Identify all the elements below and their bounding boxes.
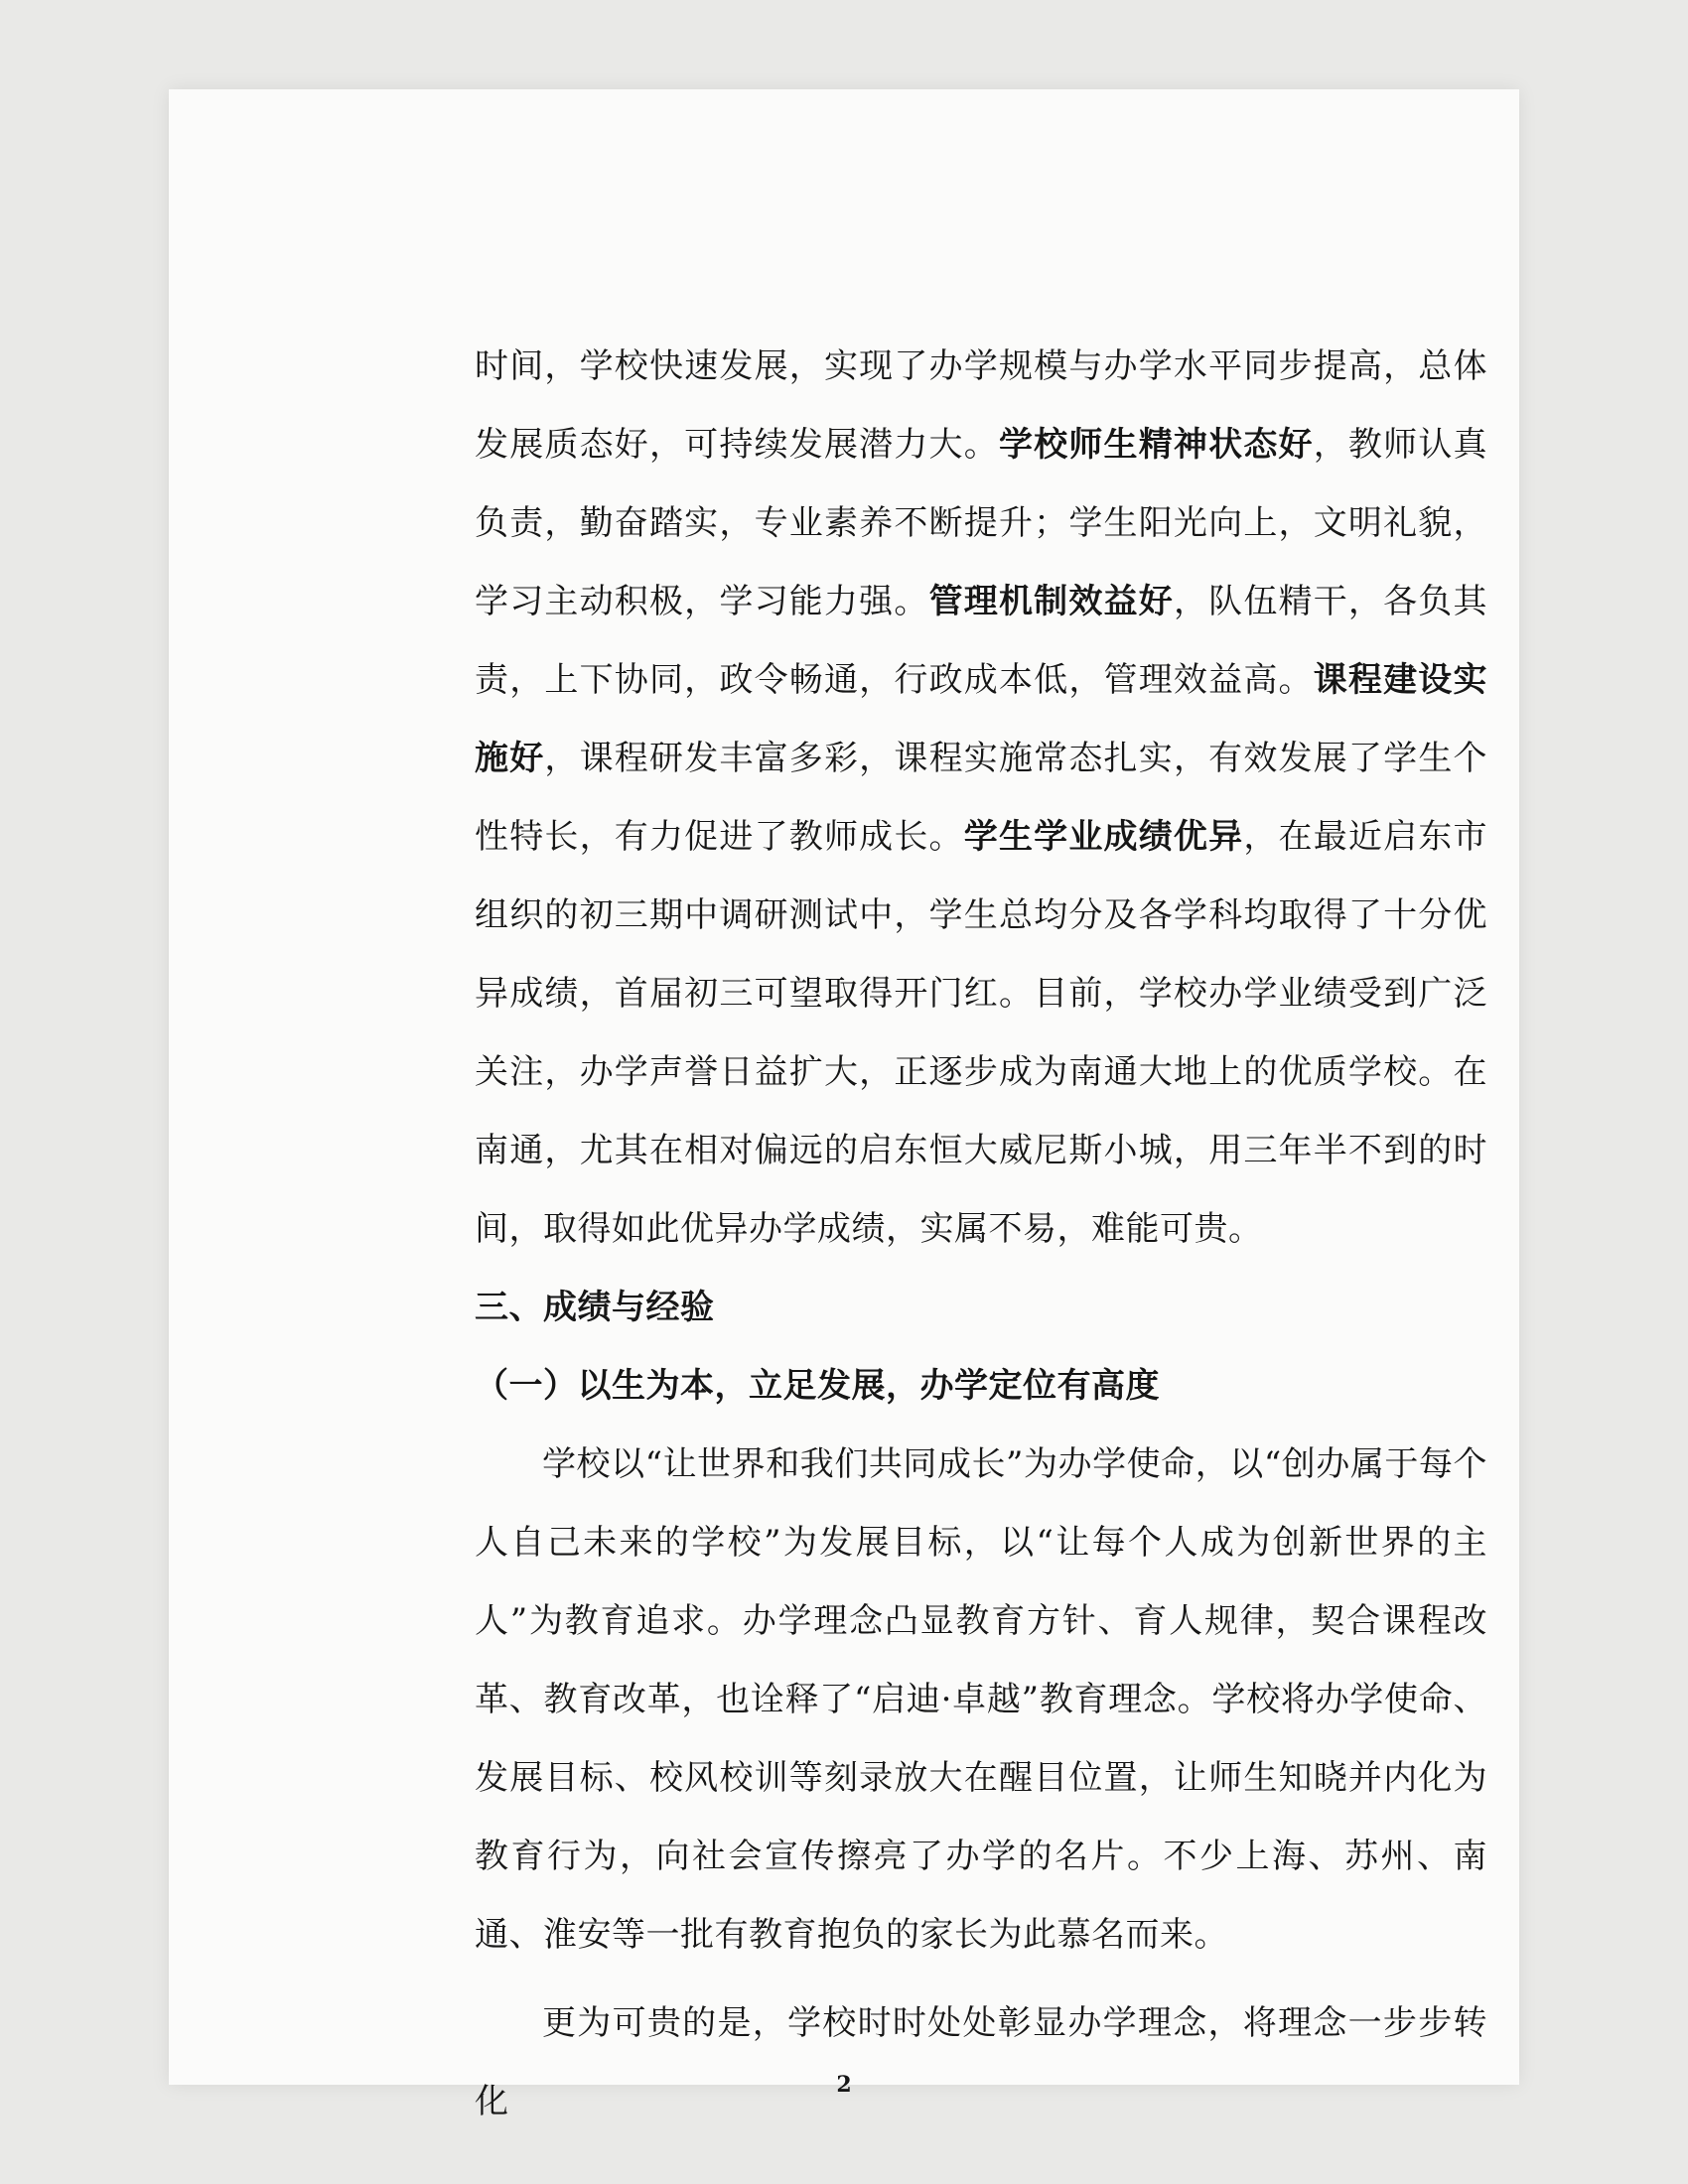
paragraph-text: ，教师认真负责，勤奋踏实，专业素养不断提升；学生阳光向上，文明礼貌，学习主动积极，学习能力强。 [475,425,1488,621]
paragraph-text: ，队伍精干，各负其责，上下协同，政令畅通，行政成本低，管理效益高。 [475,582,1488,700]
document-body [475,328,1487,2141]
paragraph-achievements [475,328,1487,1269]
section-heading: 三、成绩与经验 [475,1288,715,1327]
document-page [169,89,1519,2121]
bold-phrase: 学校师生精神状态好 [998,425,1314,465]
paragraph-text: ，课程研发丰富多彩，课程实施常态扎实，有效发展了学生个性特长，有力促进了教师成长。 [475,739,1488,857]
paragraph-continuation: 更为可贵的是，学校时时处处彰显办学理念，将理念一步步转化 [475,2003,1487,2121]
subsection-heading: （一）以生为本，立足发展，办学定位有高度 [475,1366,1160,1406]
page-number: 2 [836,2072,852,2098]
paragraph-text: ，在最近启东市组织的初三期中调研测试中，学生总均分及各学科均取得了十分优异成绩，首届初三可望取得开门红。目前，学校办学业绩受到广泛关注，办学声誉日益扩大，正逐步成为南通大地上的优质学校。在南通，尤其在相对偏远的启东恒大威尼斯小城，用三年半不到的时间，取得如此优异办学成绩，实属不易，难能可贵。 [475,817,1488,1249]
bold-phrase: 课程建设实施好 [475,660,1488,778]
bold-phrase: 学生学业成绩优异 [963,817,1244,857]
paragraph-text: 时间，学校快速发展，实现了办学规模与办学水平同步提高，总体发展质态好，可持续发展潜力大。 [475,346,1487,465]
paragraph-mission: 学校以“让世界和我们共同成长”为办学使命，以“创办属于每个人自己未来的学校”为发展目标，以“让每个人成为创新世界的主人”为教育追求。办学理念凸显教育方针、育人规律，契合课程改革、教育改革，也诠释了“启迪·卓越”教育理念。学校将办学使命、发展目标、校风校训等刻录放大在醒目位置，让师生知晓并内化为教育行为，向社会宣传擦亮了办学的名片。不少上海、苏州、南通、淮安等一批有教育抱负的家长为此慕名而来。 [475,1444,1487,1955]
bold-phrase: 管理机制效益好 [928,582,1174,621]
